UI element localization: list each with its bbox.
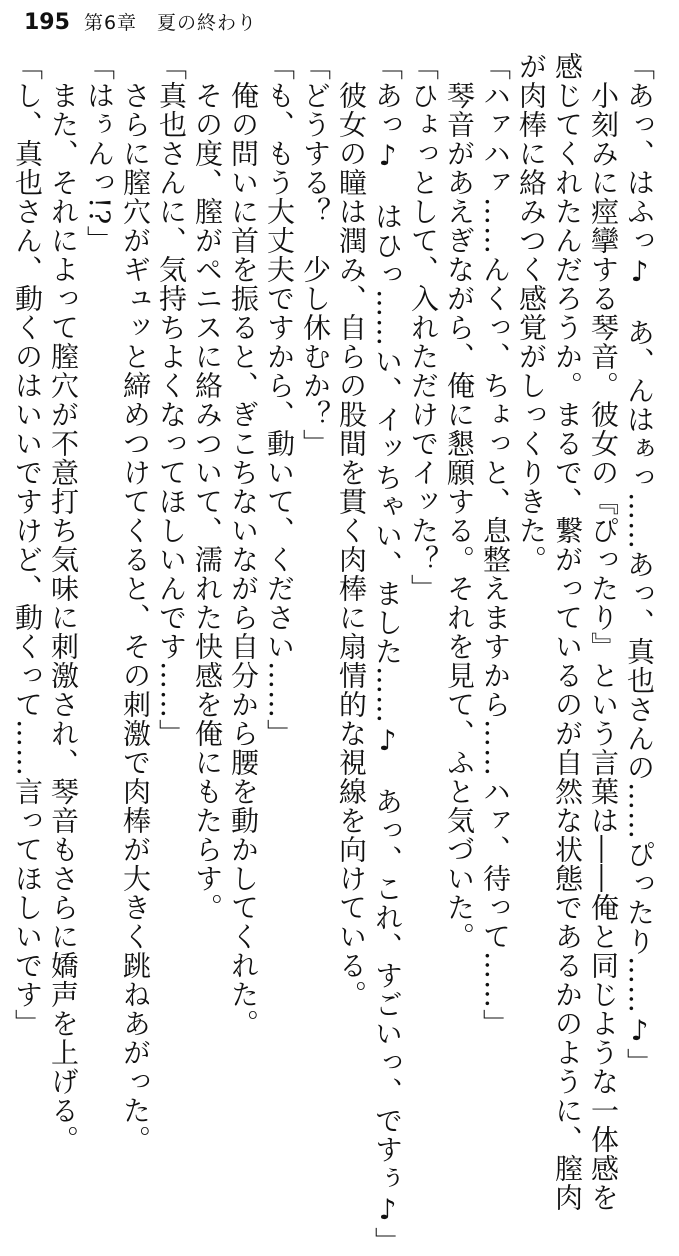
chapter-title: 第6章 夏の終わり [83, 12, 258, 34]
text-line: 「も、もう大丈夫ですから、動いて、ください……」 [263, 52, 296, 748]
text-line: また、それによって膣穴が不意打ち気味に刺激され、琴音もさらに嬌声を上げる。 [47, 52, 80, 1154]
text-line: が肉棒に絡みつく感覚がしっくりきた。 [515, 52, 548, 574]
page-number: 195 [24, 10, 70, 35]
text-line: 「あっ、はふっ♪ あ、んはぁっ……あっ、真也さんの……ぴったり……♪」 [623, 52, 656, 1077]
text-line: 俺の問いに首を振ると、ぎこちないながら自分から腰を動かしてくれた。 [227, 52, 260, 1038]
text-line: 彼女の瞳は潤み、自らの股間を貫く肉棒に扇情的な視線を向けている。 [335, 52, 368, 1009]
page-header [24, 8, 257, 36]
text-line: 「どうする？ 少し休むか？」 [299, 52, 332, 458]
text-line: さらに膣穴がギュッと締めつけてくると、その刺激で肉棒が大きく跳ねあがった。 [119, 52, 152, 1154]
text-line: 「ハァハァ……んくっ、ちょっと、息整えますから……ハァ、待って……」 [479, 52, 512, 1038]
text-line: 「あっ♪ はひっ……い、イッちゃい、ました……♪ あっ、これ、すごいっ、ですぅ♪」 [371, 52, 404, 1256]
text-line: 「し、真也さん、動くのはいいですけど、動くって……言ってほしいです」 [11, 52, 44, 1038]
text-line: 感じてくれたんだろうか。まるで、繋がっているのが自然な状態であるかのように、膣肉 [551, 52, 584, 1212]
text-line: その度、膣がペニスに絡みついて、濡れた快感を俺にもたらす。 [191, 52, 224, 922]
text-line: 「はぅんっ!?」 [83, 52, 116, 255]
text-line: 琴音があえぎながら、俺に懇願する。それを見て、ふと気づいた。 [443, 52, 476, 951]
text-line: 小刻みに痙攣する琴音。彼女の『ぴったり』という言葉は――俺と同じような一体感を [587, 52, 620, 1212]
text-line: 「真也さんに、気持ちよくなってほしいんです……」 [155, 52, 188, 748]
text-line: 「ひょっとして、入れただけでイッた？」 [407, 52, 440, 603]
body-text [11, 52, 657, 1256]
